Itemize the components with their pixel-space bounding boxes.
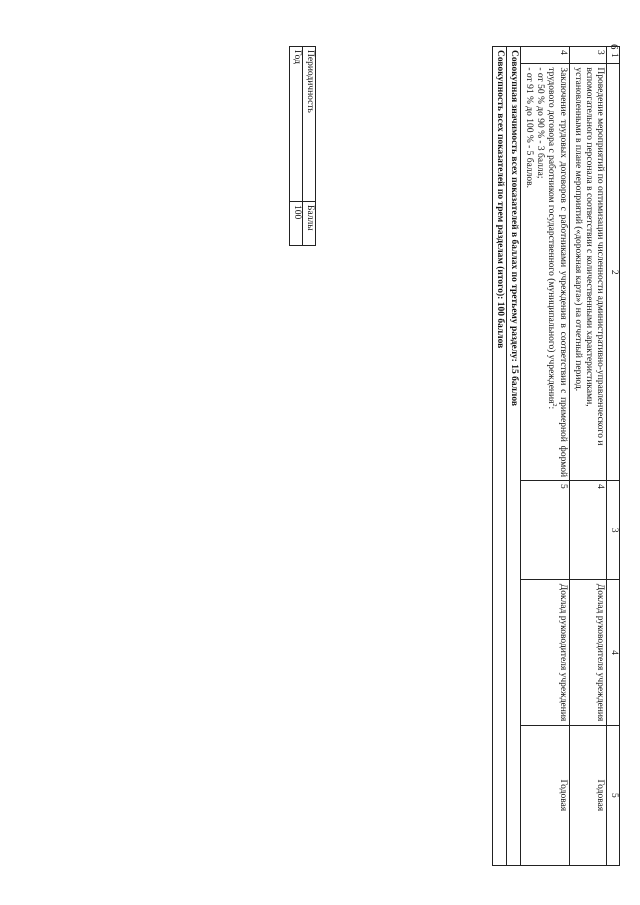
rotated-page (289, 46, 620, 866)
total-summary: Совокупность всех показателей по трем разделам (итого): 100 баллов (493, 47, 507, 866)
document-body (289, 46, 620, 866)
section-summary: Совокупная значимость всех показателей в баллах по третьему разделу: 15 баллов (507, 47, 521, 866)
row-points: 4 (570, 481, 607, 580)
page-number: 6 (608, 44, 620, 50)
column-number: 1 (607, 47, 620, 64)
points-header: Баллы (303, 202, 316, 246)
row-points: 5 (521, 481, 570, 580)
table-row (521, 47, 570, 866)
points-value: 100 (290, 202, 303, 246)
summary-row (493, 47, 507, 866)
column-number: 4 (607, 580, 620, 725)
row-periodicity: Годовая (521, 725, 570, 865)
table-row (570, 47, 607, 866)
row-document: Доклад руководителя учреждения (570, 580, 607, 725)
column-number: 3 (607, 481, 620, 580)
criterion-line: - от 91 % до 100 % - 5 баллов. (523, 67, 534, 189)
row-periodicity: Годовая (570, 725, 607, 865)
row-description (521, 64, 570, 481)
periodicity-header-row (303, 47, 316, 246)
row-description-main: Заключение трудовых договоров с работниками учреждения в соответствии с примерной формой трудового договора с работником государственного (муниципального) учреждения (546, 67, 569, 478)
column-number: 2 (607, 64, 620, 481)
row-description: Проведение мероприятий по оптимизации численности административно-управленческого и вспомогательного персонала в соответствии с количественными характеристиками, установленными в плане мероприятий («дорожная карта») на отчетный период. (570, 64, 607, 481)
periodicity-value: Год (290, 47, 303, 202)
row-number: 3 (570, 47, 607, 64)
row-document: Доклад руководителя учреждения (521, 580, 570, 725)
footnote-ref: 2 (551, 403, 558, 407)
criterion-line: - от 50 % до 90 % - 3 балла; (534, 67, 545, 179)
row-description-tail: : (546, 406, 557, 410)
column-number: 5 (607, 725, 620, 865)
row-number: 4 (521, 47, 570, 64)
periodicity-table (289, 46, 316, 246)
periodicity-header: Периодичность (303, 47, 316, 202)
column-number-row (607, 47, 620, 866)
summary-row (507, 47, 521, 866)
periodicity-row (290, 47, 303, 246)
row-description-text (545, 67, 569, 477)
criteria-table (492, 46, 620, 866)
